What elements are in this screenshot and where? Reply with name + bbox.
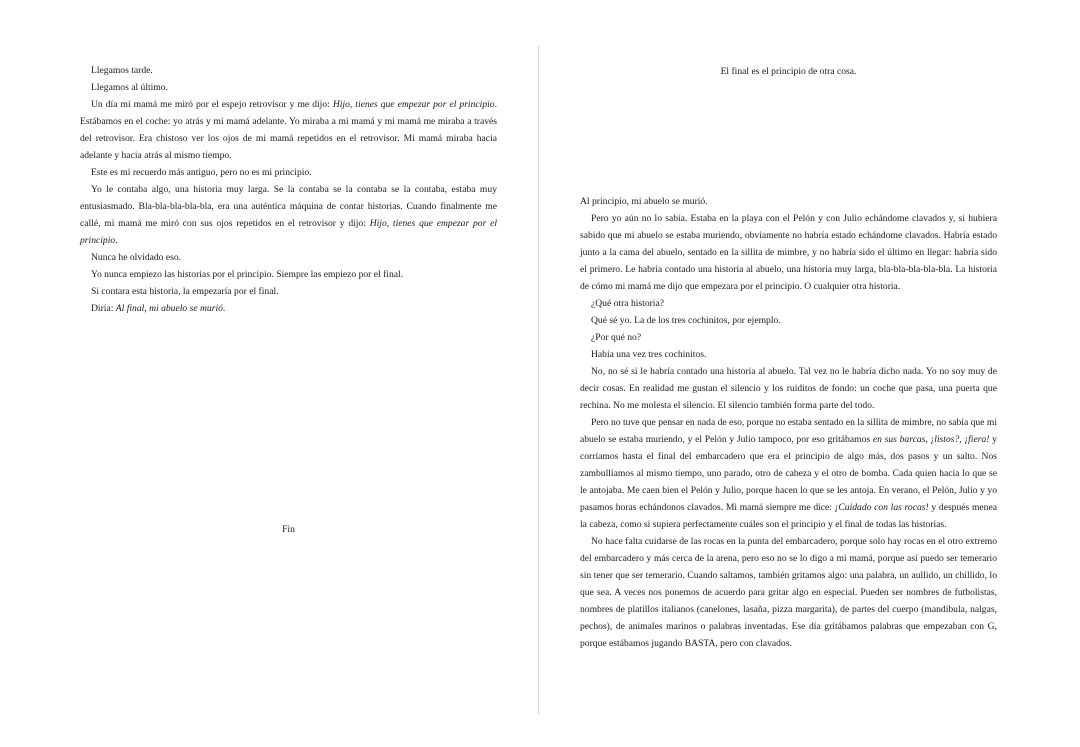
paragraph: No hace falta cuidarse de las rocas en la punta del embarcadero, porque solo hay rocas en el otro extremo del embarcadero y más cerca de la arena, pero eso no se lo digo a mi mamá, porque así puedo ser temerario sin tener que ser temerario. Cuando saltamos, también gritamos algo: una palabra, un aullido, un chillido, lo que sea. A veces nos ponemos de acuerdo para gritar algo en especial. Pueden ser nombres de futbolistas, nombres de platillos italianos (canelones, lasaña, pizza margarita), de partes del cuerpo (mandíbula, nalgas, pechos), de animales marinos o palabras inventadas. Ese día gritábamos palabras que empezaban con G, porque estábamos jugando BASTA, pero con clavados.	[580, 536, 997, 649]
paragraph	[80, 96, 497, 164]
paragraph-text: Yo le contaba algo, una historia muy larga. Se la contaba se la contaba se la contaba, estaba muy entusiasmado. Bla-bla-bla-bla-bla, era una auténtica máquina de contar historias. Cuando finalmente me callé, mi mamá me miró con sus ojos repetidos en el retrovisor y dijo:	[80, 184, 497, 229]
italic-quote: ¡Cuidado con las rocas!	[834, 502, 929, 513]
paragraph-text: .	[222, 303, 226, 314]
paragraph-text: y corríamos hasta el final del embarcadero que era el principio de algo más, dos pasos y un salto. Nos zambullíamos al mismo tiempo, uno parado, otro de cabeza y el otro de bomba. Cada quien hacía lo que se le antojaba. Me caen bien el Pelón y Julio, porque hacen lo que se les antoja. En verano, el Pelón, Julio y yo pasamos horas echándonos clavados. Mi mamá siempre me dice:	[580, 434, 997, 513]
paragraph-text: Diría:	[91, 303, 116, 314]
italic-quote: Hijo, tienes que empezar por el principio	[80, 218, 497, 246]
epigraph: El final es el principio de otra cosa.	[720, 66, 857, 77]
paragraph: No, no sé si le habría contado una historia al abuelo. Tal vez no le habría dicho nada. Yo no soy muy de decir cosas. En realidad me gustan el silencio y los ruiditos de fondo: un coche que pasa, una puerta que rechina. No me molesta el silencio. El silencio también forma parte del todo.	[580, 366, 997, 411]
paragraph	[580, 414, 997, 533]
paragraph-text: Pero no tuve que pensar en nada de eso, porque no estaba sentado en la sillita de mimbre, no sabía que mi abuelo se estaba muriendo, y el Pelón y Julio tampoco, por eso gritábamos	[580, 417, 997, 445]
page-gutter-divider	[538, 46, 539, 714]
paragraph	[80, 181, 497, 249]
paragraph-text: y después menea la cabeza, como si supiera perfectamente cuáles son el principio y el final de todas las historias.	[580, 502, 997, 530]
paragraph: Yo nunca empiezo las historias por el principio. Siempre las empiezo por el final.	[91, 269, 404, 280]
italic-quote: en sus barcas, ¡listos?, ¡fiera!	[872, 434, 990, 445]
paragraph: Si contara esta historia, la empezaría por el final.	[91, 286, 279, 297]
right-page-text	[580, 193, 997, 652]
right-page	[540, 0, 1080, 747]
paragraph: Había una vez tres cochinitos.	[591, 349, 707, 360]
paragraph-text: Un día mi mamá me miró por el espejo retrovisor y me dijo:	[91, 99, 333, 110]
paragraph: Este es mi recuerdo más antiguo, pero no es mi principio.	[91, 167, 312, 178]
left-page	[0, 0, 539, 747]
paragraph-text: . Estábamos en el coche: yo atrás y mi mamá adelante. Yo miraba a mi mamá y mi mamá me miraba a través del retrovisor. Era chistoso ver los ojos de mi mamá repetidos en el retrovisor. Mi mamá miraba hacia adelante y hacia atrás al mismo tiempo.	[80, 99, 497, 161]
fin-label: Fin	[282, 524, 295, 535]
paragraph: Llegamos al último.	[91, 82, 169, 93]
paragraph: Qué sé yo. La de los tres cochinitos, por ejemplo.	[591, 315, 781, 326]
paragraph: Al principio, mi abuelo se murió.	[580, 196, 708, 207]
paragraph: Pero yo aún no lo sabía. Estaba en la playa con el Pelón y con Julio echándome clavados y, si hubiera sabido que mi abuelo se estaba muriendo, obviamente no habría estado echándome clavados. Habría estado junto a la cama del abuelo, sentado en la sillita de mimbre, y no habría sido el último en llegar: habría sido el primero. Le habría contado una historia al abuelo, una historia muy larga, bla-bla-bla-bla-bla. La historia de cómo mi mamá me dijo que empezara por el principio. O cualquier otra historia.	[580, 213, 997, 292]
paragraph: ¿Por qué no?	[591, 332, 642, 343]
paragraph	[80, 300, 497, 317]
paragraph: Nunca he olvidado eso.	[91, 252, 182, 263]
paragraph: ¿Qué otra historia?	[591, 298, 664, 309]
paragraph-text: .	[115, 235, 118, 246]
italic-quote: Al final, mi abuelo se murió	[115, 303, 223, 314]
paragraph: Llegamos tarde.	[91, 65, 153, 76]
italic-quote: Hijo, tienes que empezar por el principio	[332, 99, 495, 110]
left-page-text	[80, 62, 497, 317]
